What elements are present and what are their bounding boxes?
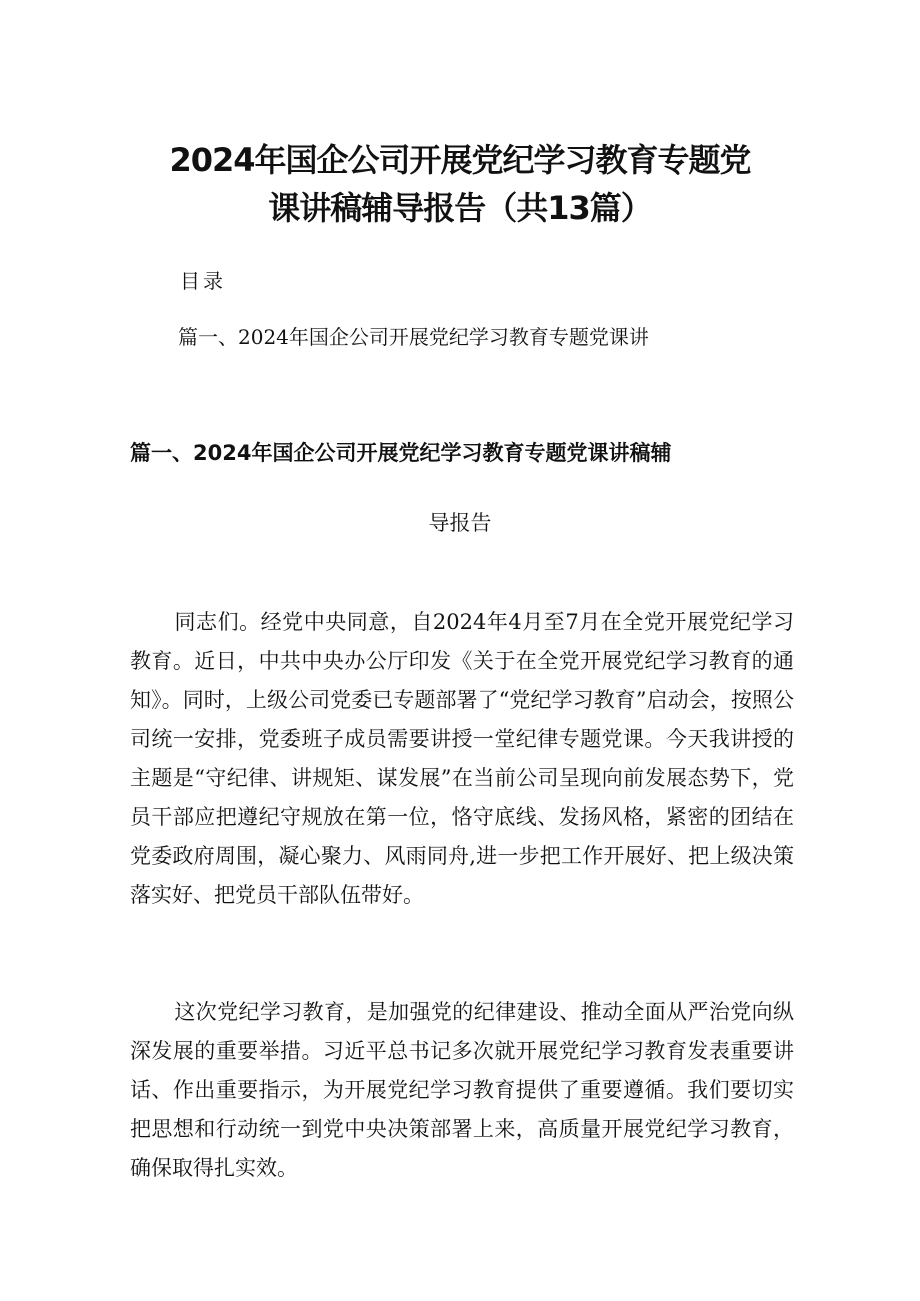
body-paragraph-text: 这次党纪学习教育，是加强党的纪律建设、推动全面从严治党向纵深发展的重要举措。习近平总书记多次就开展党纪学习教育发表重要讲话、作出重要指示，为开展党纪学习教育提供了重要遵循。我们要切实把思想和行动统一到党中央决策部署上来，高质量开展党纪学习教育，确保取得扎实效。: [130, 1000, 794, 1180]
section-heading: 篇一、2024年国企公司开展党纪学习教育专题党课讲稿辅: [130, 441, 672, 465]
toc-item[interactable]: 篇一、2024年国企公司开展党纪学习教育专题党课讲: [178, 325, 649, 349]
document-title-line-2: 课讲稿辅导报告（共13篇）: [268, 189, 652, 227]
table-of-contents-label: 目录: [180, 269, 226, 293]
document-title-line-1: 2024年国企公司开展党纪学习教育专题党: [169, 141, 751, 179]
body-paragraph-text: 同志们。经党中央同意，自2024年4月至7月在全党开展党纪学习教育。近日，中共中央办公厅印发《关于在全党开展党纪学习教育的通知》。同时，上级公司党委已专题部署了“党纪学习教育”启动会，按照公司统一安排，党委班子成员需要讲授一堂纪律专题党课。今天我讲授的主题是“守纪律、讲规矩、谋发展”在当前公司呈现向前发展态势下，党员干部应把遵纪守规放在第一位，恪守底线、发扬风格，紧密的团结在党委政府周围，凝心聚力、风雨同舟,进一步把工作开展好、把上级决策落实好、把党员干部队伍带好。: [130, 610, 794, 907]
body-paragraph: [130, 993, 794, 1188]
body-paragraph: [130, 603, 794, 915]
section-heading-continuation: 导报告: [428, 511, 492, 535]
